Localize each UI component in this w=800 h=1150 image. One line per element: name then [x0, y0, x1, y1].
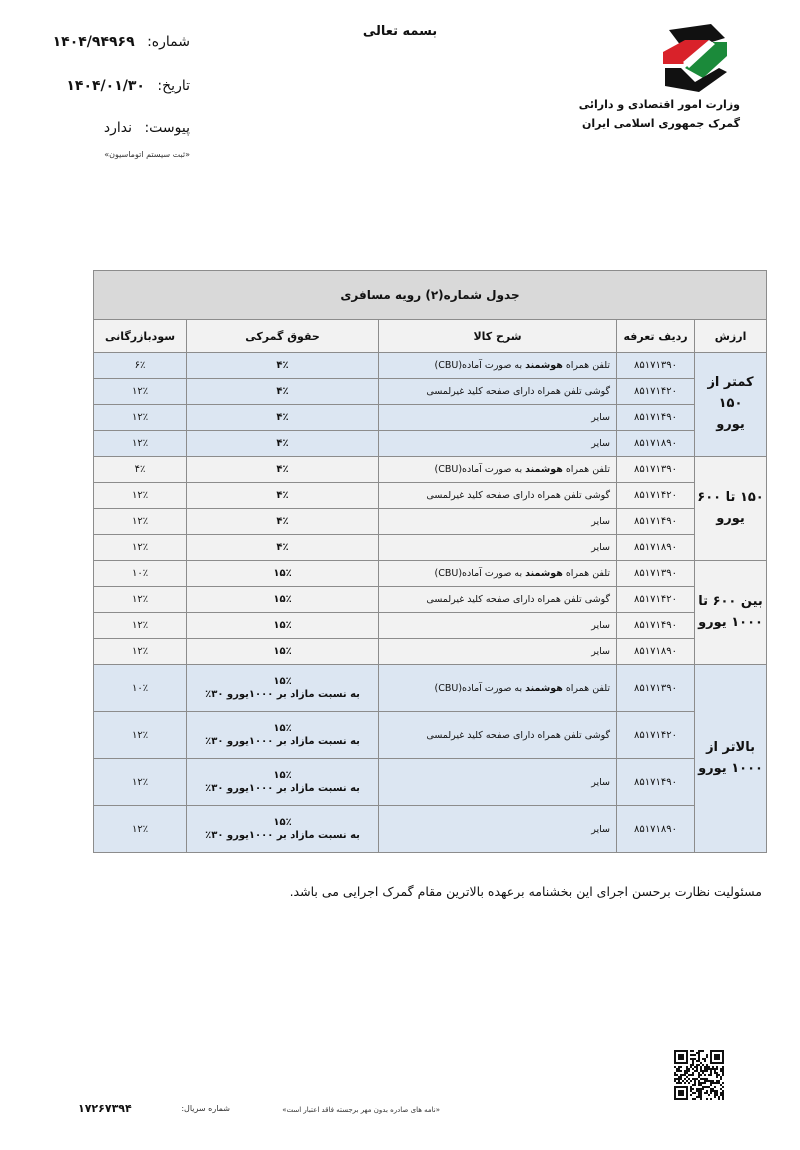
customs-duty-line: به نسبت مازاد بر ۱۰۰۰یورو ۳۰٪	[205, 830, 360, 841]
description-bold: هوشمند	[525, 464, 563, 475]
commercial-profit-cell: ۱۲٪	[94, 759, 187, 806]
description-text: سایر	[591, 823, 611, 835]
responsibility-note: مسئولیت نظارت برحسن اجرای این بخشنامه برعهده بالاترین مقام گمرک اجرایی می باشد.	[289, 884, 762, 899]
table-row	[94, 712, 767, 759]
description-cell	[379, 405, 617, 431]
commercial-profit-cell: ۱۲٪	[94, 535, 187, 561]
description-text: سایر	[591, 438, 611, 449]
customs-duty-line: ۴٪	[276, 541, 289, 553]
description-text: گوشی تلفن همراه دارای صفحه کلید غیرلمسی	[426, 729, 611, 741]
tariff-code-cell: ۸۵۱۷۱۴۹۰	[617, 759, 695, 806]
description-cell	[379, 431, 617, 457]
table-row	[94, 405, 767, 431]
description-cell	[379, 509, 617, 535]
date-value: ۱۴۰۴/۰۱/۳۰	[66, 78, 145, 94]
description-cell	[379, 353, 617, 379]
commercial-profit-cell: ۱۲٪	[94, 405, 187, 431]
table-row	[94, 665, 767, 712]
column-header-value: ارزش	[695, 320, 767, 353]
description-cell	[379, 806, 617, 853]
customs-duty-line: ۱۵٪	[273, 816, 292, 828]
tariff-code-cell: ۸۵۱۷۱۸۹۰	[617, 806, 695, 853]
commercial-profit-cell: ۱۰٪	[94, 665, 187, 712]
table-row	[94, 806, 767, 853]
description-bold: هوشمند	[525, 360, 563, 371]
customs-duty-line: ۴٪	[276, 489, 289, 501]
bismillah-heading: بسمه تعالی	[362, 24, 438, 39]
customs-duty-cell	[187, 379, 379, 405]
tariff-code-cell: ۸۵۱۷۱۸۹۰	[617, 639, 695, 665]
table-header-row	[94, 320, 767, 353]
tariff-code-cell: ۸۵۱۷۱۸۹۰	[617, 431, 695, 457]
table-title: جدول شماره(۲) رویه مسافری	[94, 271, 767, 320]
value-range-line: ۱۰۰۰ یورو	[698, 614, 763, 630]
customs-logo-icon	[655, 20, 735, 96]
tariff-code-cell: ۸۵۱۷۱۴۲۰	[617, 587, 695, 613]
customs-duty-line: ۴٪	[276, 515, 289, 527]
table-row	[94, 759, 767, 806]
description-cell	[379, 712, 617, 759]
commercial-profit-cell: ۶٪	[94, 353, 187, 379]
description-cell	[379, 535, 617, 561]
customs-duty-line: به نسبت مازاد بر ۱۰۰۰یورو ۳۰٪	[205, 783, 360, 794]
description-suffix: به صورت آماده(CBU)	[434, 568, 526, 579]
value-range-cell	[695, 353, 767, 457]
table-row	[94, 535, 767, 561]
table-row	[94, 379, 767, 405]
tariff-code-cell: ۸۵۱۷۱۴۹۰	[617, 405, 695, 431]
validity-note: «نامه های صادره بدون مهر برجسته فاقد اعتبار است»	[282, 1106, 440, 1114]
tariff-code-cell: ۸۵۱۷۱۳۹۰	[617, 353, 695, 379]
column-header-description: شرح کالا	[379, 320, 617, 353]
commercial-profit-cell: ۱۲٪	[94, 483, 187, 509]
attachment-label: پیوست:	[144, 120, 190, 136]
description-text: تلفن همراه	[562, 682, 611, 694]
customs-duty-line: ۴٪	[276, 463, 289, 475]
letter-date	[40, 78, 190, 94]
tariff-code-cell: ۸۵۱۷۱۴۹۰	[617, 509, 695, 535]
description-cell	[379, 457, 617, 483]
description-text: سایر	[591, 776, 611, 788]
tariff-code-cell: ۸۵۱۷۱۳۹۰	[617, 561, 695, 587]
customs-duty-line: ۴٪	[276, 385, 289, 397]
tariff-code-cell: ۸۵۱۷۱۳۹۰	[617, 457, 695, 483]
tariff-code-cell: ۸۵۱۷۱۸۹۰	[617, 535, 695, 561]
table-title-row	[94, 271, 767, 320]
customs-duty-line: به نسبت مازاد بر ۱۰۰۰یورو ۳۰٪	[205, 689, 360, 700]
commercial-profit-cell: ۱۲٪	[94, 379, 187, 405]
customs-duty-line: ۱۵٪	[273, 722, 292, 734]
system-note: «ثبت سیستم اتوماسیون»	[104, 150, 190, 159]
customs-duty-line: ۱۵٪	[273, 593, 292, 605]
description-text: سایر	[591, 620, 611, 631]
value-range-line: بالاتر از	[706, 739, 755, 755]
customs-duty-cell	[187, 405, 379, 431]
customs-duty-cell	[187, 483, 379, 509]
serial-value: ۱۷۲۶۷۳۹۴	[78, 1102, 132, 1115]
table-row	[94, 483, 767, 509]
tariff-table	[93, 270, 767, 853]
tariff-code-cell: ۸۵۱۷۱۴۲۰	[617, 712, 695, 759]
description-cell	[379, 561, 617, 587]
letter-number	[40, 34, 190, 50]
date-label: تاریخ:	[157, 78, 190, 94]
customs-duty-cell	[187, 509, 379, 535]
letter-attachment	[40, 120, 190, 136]
value-range-cell	[695, 457, 767, 561]
description-text: گوشی تلفن همراه دارای صفحه کلید غیرلمسی	[426, 594, 611, 605]
ministry-name: وزارت امور اقتصادی و دارائی	[578, 98, 740, 111]
number-label: شماره:	[147, 34, 190, 50]
customs-duty-cell	[187, 457, 379, 483]
description-text: سایر	[591, 542, 611, 553]
description-cell	[379, 379, 617, 405]
table-row	[94, 613, 767, 639]
commercial-profit-cell: ۱۲٪	[94, 431, 187, 457]
description-text: تلفن همراه	[562, 464, 611, 475]
value-range-cell	[695, 665, 767, 853]
table-row	[94, 639, 767, 665]
description-text: تلفن همراه	[562, 360, 611, 371]
description-cell	[379, 587, 617, 613]
organization-name	[560, 98, 740, 130]
tariff-code-cell: ۸۵۱۷۱۴۹۰	[617, 613, 695, 639]
commercial-profit-cell: ۱۲٪	[94, 613, 187, 639]
commercial-profit-cell: ۱۰٪	[94, 561, 187, 587]
customs-duty-line: ۱۵٪	[273, 769, 292, 781]
customs-duty-line: ۴٪	[276, 411, 289, 423]
column-header-commercial-profit: سودبازرگانی	[94, 320, 187, 353]
commercial-profit-cell: ۱۲٪	[94, 712, 187, 759]
value-range-line: ۱۵۰ تا ۶۰۰	[697, 489, 764, 505]
table-row	[94, 431, 767, 457]
attachment-value: ندارد	[103, 120, 132, 136]
customs-duty-cell	[187, 561, 379, 587]
customs-duty-cell	[187, 535, 379, 561]
description-text: گوشی تلفن همراه دارای صفحه کلید غیرلمسی	[426, 386, 611, 397]
value-range-line: یورو	[716, 416, 745, 432]
customs-duty-line: به نسبت مازاد بر ۱۰۰۰یورو ۳۰٪	[205, 736, 360, 747]
customs-duty-cell	[187, 431, 379, 457]
customs-duty-cell	[187, 665, 379, 712]
commercial-profit-cell: ۱۲٪	[94, 806, 187, 853]
tariff-code-cell: ۸۵۱۷۱۴۲۰	[617, 379, 695, 405]
customs-duty-cell	[187, 806, 379, 853]
description-suffix: به صورت آماده(CBU)	[434, 464, 526, 475]
customs-duty-cell	[187, 712, 379, 759]
commercial-profit-cell: ۱۲٪	[94, 639, 187, 665]
commercial-profit-cell: ۱۲٪	[94, 587, 187, 613]
value-range-line: کمتر از ۱۵۰	[707, 375, 754, 412]
description-text: سایر	[591, 646, 611, 657]
value-range-cell	[695, 561, 767, 665]
table-row	[94, 353, 767, 379]
customs-duty-cell	[187, 639, 379, 665]
description-text: تلفن همراه	[562, 568, 611, 579]
description-text: سایر	[591, 516, 611, 527]
customs-duty-cell	[187, 587, 379, 613]
tariff-code-cell: ۸۵۱۷۱۴۲۰	[617, 483, 695, 509]
table-row	[94, 561, 767, 587]
commercial-profit-cell: ۱۲٪	[94, 509, 187, 535]
commercial-profit-cell: ۴٪	[94, 457, 187, 483]
customs-duty-cell	[187, 613, 379, 639]
value-range-line: ۱۰۰۰ یورو	[698, 760, 763, 776]
customs-duty-line: ۴٪	[276, 437, 289, 449]
qr-code-icon	[674, 1050, 724, 1100]
customs-duty-line: ۴٪	[276, 359, 289, 371]
description-cell	[379, 613, 617, 639]
description-bold: هوشمند	[525, 568, 563, 579]
description-suffix: به صورت آماده(CBU)	[434, 682, 526, 694]
description-cell	[379, 759, 617, 806]
description-suffix: به صورت آماده(CBU)	[434, 360, 526, 371]
customs-duty-line: ۱۵٪	[273, 645, 292, 657]
value-range-line: بین ۶۰۰ تا	[698, 593, 763, 609]
customs-duty-cell	[187, 759, 379, 806]
description-text: سایر	[591, 412, 611, 423]
customs-duty-cell	[187, 353, 379, 379]
description-text: گوشی تلفن همراه دارای صفحه کلید غیرلمسی	[426, 490, 611, 501]
customs-name: گمرک جمهوری اسلامی ایران	[581, 117, 740, 130]
column-header-customs-duty: حقوق گمرکی	[187, 320, 379, 353]
customs-duty-line: ۱۵٪	[273, 567, 292, 579]
customs-duty-line: ۱۵٪	[273, 675, 292, 687]
customs-duty-line: ۱۵٪	[273, 619, 292, 631]
description-cell	[379, 639, 617, 665]
number-value: ۱۴۰۴/۹۴۹۶۹	[52, 34, 135, 50]
column-header-tariff-code: ردیف تعرفه	[617, 320, 695, 353]
tariff-code-cell: ۸۵۱۷۱۳۹۰	[617, 665, 695, 712]
serial-label: شماره سریال:	[181, 1104, 230, 1113]
description-cell	[379, 483, 617, 509]
table-row	[94, 509, 767, 535]
description-bold: هوشمند	[525, 682, 563, 694]
table-row	[94, 587, 767, 613]
description-cell	[379, 665, 617, 712]
value-range-line: یورو	[716, 510, 745, 526]
table-row	[94, 457, 767, 483]
